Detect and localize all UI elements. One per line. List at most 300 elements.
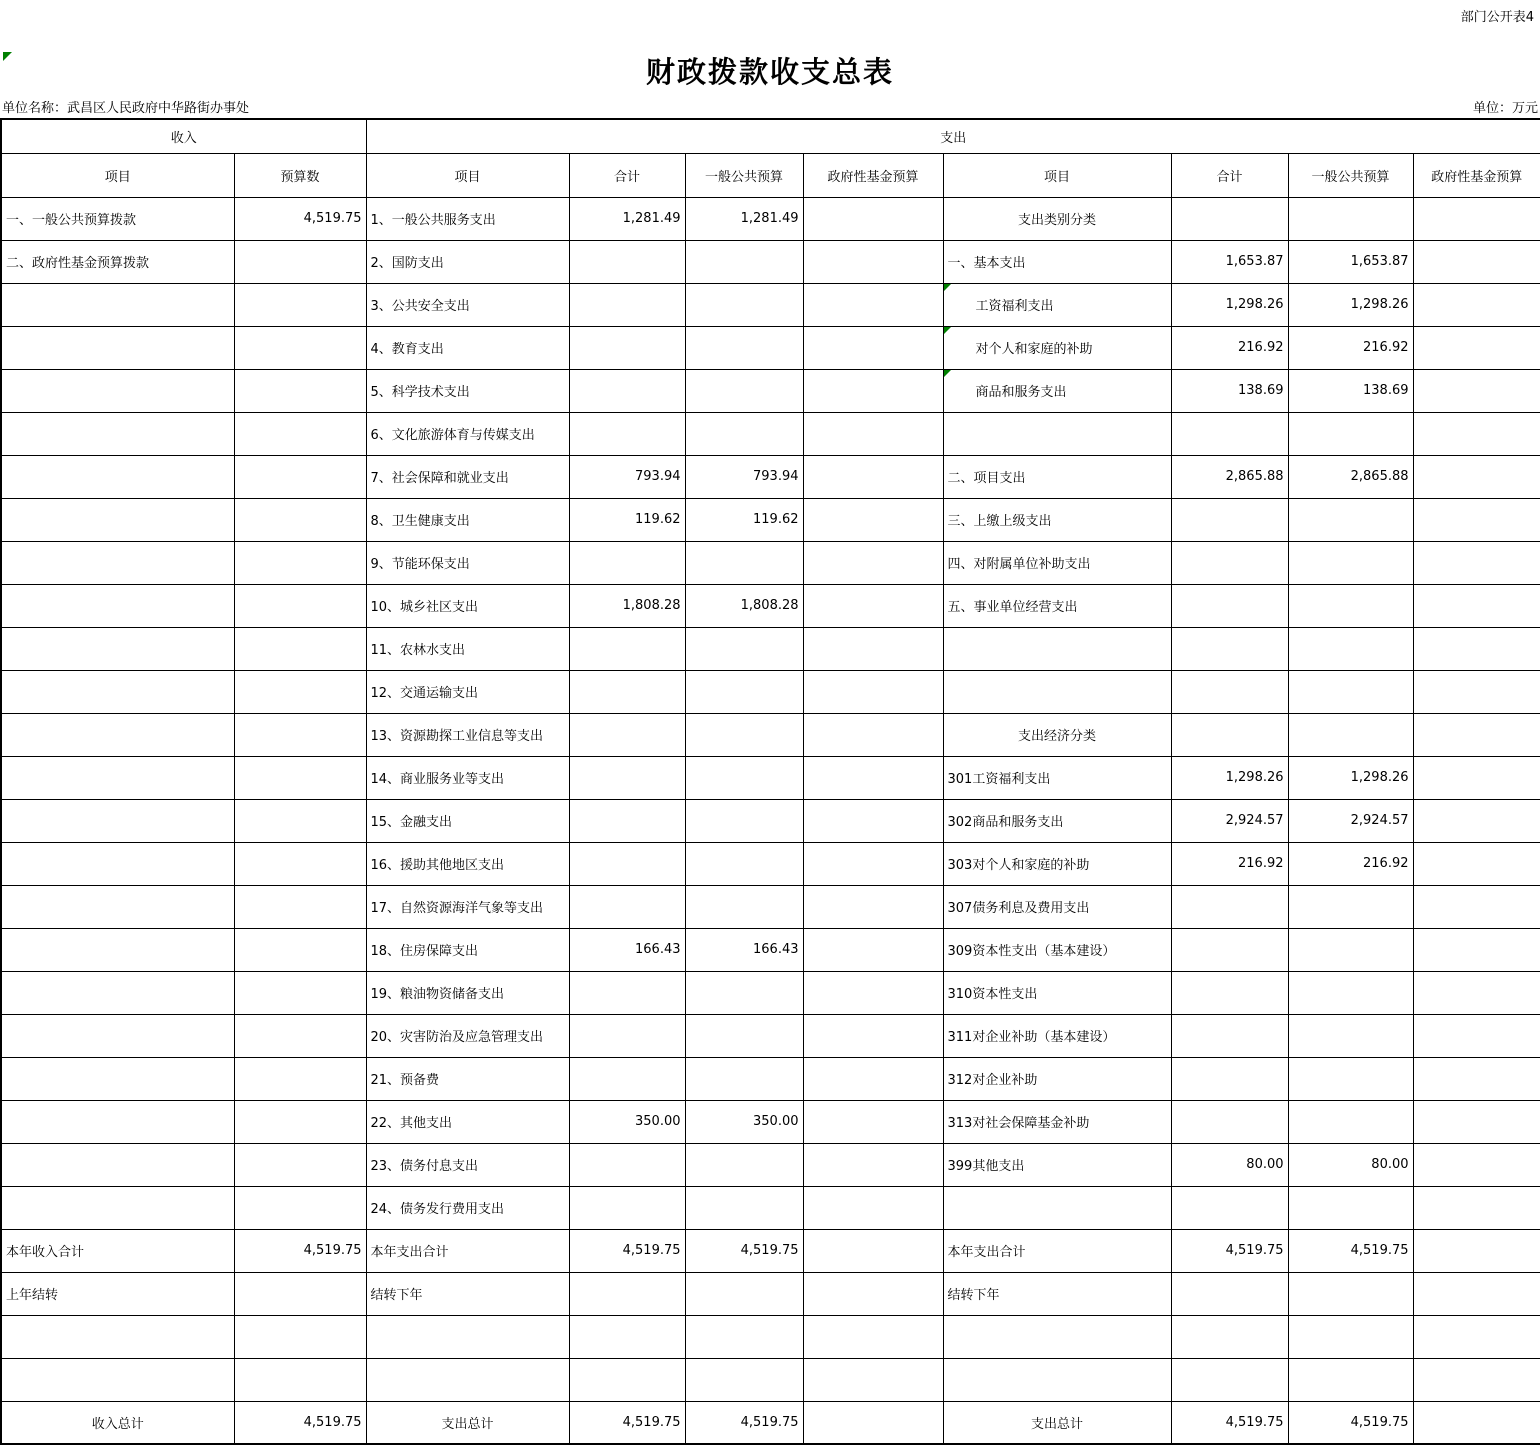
table-cell: 14、商业服务业等支出 [366, 756, 569, 799]
table-cell: 9、节能环保支出 [366, 541, 569, 584]
table-cell: 216.92 [1171, 842, 1288, 885]
table-cell: 313对社会保障基金补助 [943, 1100, 1171, 1143]
table-cell [685, 799, 803, 842]
report-header [0, 0, 1540, 118]
table-cell [1171, 971, 1288, 1014]
table-cell [1, 1100, 234, 1143]
table-cell: 11、农林水支出 [366, 627, 569, 670]
table-cell [803, 197, 943, 240]
table-cell: 4,519.75 [569, 1401, 685, 1444]
table-cell [1, 928, 234, 971]
table-cell [569, 1358, 685, 1401]
table-cell [1, 412, 234, 455]
table-cell [803, 1143, 943, 1186]
table-cell [1413, 541, 1540, 584]
table-cell: 2、国防支出 [366, 240, 569, 283]
table-cell [685, 971, 803, 1014]
table-cell: 18、住房保障支出 [366, 928, 569, 971]
table-cell [234, 885, 366, 928]
table-cell [1413, 498, 1540, 541]
table-cell: 1,298.26 [1288, 756, 1413, 799]
table-cell: 商品和服务支出 [943, 369, 1171, 412]
table-cell [803, 1315, 943, 1358]
table-cell [1413, 713, 1540, 756]
table-cell [1413, 1057, 1540, 1100]
section-header-income: 收入 [1, 119, 366, 153]
table-cell [685, 885, 803, 928]
table-cell: 4,519.75 [1288, 1229, 1413, 1272]
table-cell: 2,865.88 [1288, 455, 1413, 498]
table-cell [234, 1358, 366, 1401]
table-cell [234, 240, 366, 283]
table-cell [1171, 885, 1288, 928]
table-cell: 19、粮油物资储备支出 [366, 971, 569, 1014]
table-cell [1288, 498, 1413, 541]
table-cell [803, 498, 943, 541]
table-cell [1288, 713, 1413, 756]
table-cell [1288, 1358, 1413, 1401]
table-cell [234, 455, 366, 498]
table-cell: 支出类别分类 [943, 197, 1171, 240]
column-header: 项目 [943, 153, 1171, 197]
table-cell [569, 1014, 685, 1057]
table-cell: 309资本性支出（基本建设） [943, 928, 1171, 971]
table-cell [1171, 713, 1288, 756]
table-cell [1, 283, 234, 326]
table-cell [1, 885, 234, 928]
table-row [1, 455, 1540, 498]
fiscal-summary-table [0, 118, 1540, 1445]
table-cell: 20、灾害防治及应急管理支出 [366, 1014, 569, 1057]
table-cell [1288, 1186, 1413, 1229]
table-cell [1171, 1272, 1288, 1315]
table-cell [803, 928, 943, 971]
table-cell [366, 1315, 569, 1358]
column-header: 政府性基金预算 [803, 153, 943, 197]
table-cell: 138.69 [1171, 369, 1288, 412]
table-cell: 119.62 [685, 498, 803, 541]
table-cell [803, 1186, 943, 1229]
table-cell [1171, 1186, 1288, 1229]
table-cell [1171, 1057, 1288, 1100]
table-cell [803, 326, 943, 369]
table-cell [569, 1057, 685, 1100]
section-header-row [1, 119, 1540, 153]
table-cell [234, 1014, 366, 1057]
table-cell [1413, 885, 1540, 928]
table-cell [1171, 584, 1288, 627]
table-cell: 310资本性支出 [943, 971, 1171, 1014]
section-header-expenditure: 支出 [366, 119, 1540, 153]
table-cell [803, 799, 943, 842]
table-cell [1, 627, 234, 670]
table-cell [685, 627, 803, 670]
table-cell [1, 1143, 234, 1186]
table-row [1, 283, 1540, 326]
table-row [1, 1143, 1540, 1186]
table-cell: 350.00 [685, 1100, 803, 1143]
table-cell: 本年收入合计 [1, 1229, 234, 1272]
table-cell [569, 369, 685, 412]
table-row [1, 885, 1540, 928]
table-cell [1, 971, 234, 1014]
table-cell [685, 283, 803, 326]
table-cell: 4,519.75 [1171, 1401, 1288, 1444]
table-cell: 支出经济分类 [943, 713, 1171, 756]
table-cell: 216.92 [1171, 326, 1288, 369]
table-cell [1288, 584, 1413, 627]
table-cell [1288, 670, 1413, 713]
table-row [1, 1229, 1540, 1272]
table-row [1, 1186, 1540, 1229]
table-cell [234, 756, 366, 799]
table-cell: 793.94 [569, 455, 685, 498]
table-cell [803, 713, 943, 756]
table-cell [685, 326, 803, 369]
table-cell [943, 1358, 1171, 1401]
table-cell: 结转下年 [366, 1272, 569, 1315]
table-row [1, 197, 1540, 240]
table-cell [1413, 1186, 1540, 1229]
table-cell [803, 842, 943, 885]
table-cell [1171, 197, 1288, 240]
table-cell: 支出总计 [943, 1401, 1171, 1444]
table-cell: 15、金融支出 [366, 799, 569, 842]
table-row [1, 326, 1540, 369]
table-cell [569, 756, 685, 799]
table-cell [1288, 197, 1413, 240]
table-row [1, 971, 1540, 1014]
table-cell [234, 799, 366, 842]
table-cell: 五、事业单位经营支出 [943, 584, 1171, 627]
table-cell [685, 713, 803, 756]
table-cell [1288, 1014, 1413, 1057]
table-cell: 80.00 [1288, 1143, 1413, 1186]
table-cell [234, 928, 366, 971]
table-cell [685, 1014, 803, 1057]
table-row [1, 541, 1540, 584]
table-cell [803, 1057, 943, 1100]
column-header: 一般公共预算 [685, 153, 803, 197]
table-cell [1171, 412, 1288, 455]
table-cell [1288, 627, 1413, 670]
table-cell [234, 412, 366, 455]
table-cell: 1,653.87 [1171, 240, 1288, 283]
table-cell [366, 1358, 569, 1401]
table-cell [1413, 1229, 1540, 1272]
table-row [1, 584, 1540, 627]
table-cell [569, 1143, 685, 1186]
table-cell: 4,519.75 [234, 197, 366, 240]
column-header: 项目 [1, 153, 234, 197]
table-cell: 本年支出合计 [366, 1229, 569, 1272]
table-cell [569, 412, 685, 455]
table-cell [803, 1272, 943, 1315]
table-cell [1413, 1100, 1540, 1143]
table-cell [1413, 240, 1540, 283]
table-cell: 350.00 [569, 1100, 685, 1143]
table-cell: 5、科学技术支出 [366, 369, 569, 412]
table-cell [803, 369, 943, 412]
table-cell [234, 1315, 366, 1358]
table-cell [234, 283, 366, 326]
column-header: 预算数 [234, 153, 366, 197]
table-cell [803, 283, 943, 326]
table-cell [1171, 1100, 1288, 1143]
table-cell: 本年支出合计 [943, 1229, 1171, 1272]
table-cell: 一、基本支出 [943, 240, 1171, 283]
table-cell [1171, 1315, 1288, 1358]
table-cell: 10、城乡社区支出 [366, 584, 569, 627]
table-cell [685, 670, 803, 713]
table-cell [1413, 1401, 1540, 1444]
table-cell [1288, 541, 1413, 584]
table-cell: 1,653.87 [1288, 240, 1413, 283]
table-cell [234, 713, 366, 756]
table-cell [569, 627, 685, 670]
table-cell [1, 326, 234, 369]
table-cell: 80.00 [1171, 1143, 1288, 1186]
table-cell: 6、文化旅游体育与传媒支出 [366, 412, 569, 455]
table-cell: 216.92 [1288, 842, 1413, 885]
table-cell [1171, 928, 1288, 971]
table-cell [1288, 971, 1413, 1014]
table-cell: 138.69 [1288, 369, 1413, 412]
table-cell [803, 1358, 943, 1401]
table-cell [1413, 928, 1540, 971]
table-cell [803, 240, 943, 283]
table-row [1, 412, 1540, 455]
table-cell: 7、社会保障和就业支出 [366, 455, 569, 498]
table-cell [234, 541, 366, 584]
table-cell [943, 412, 1171, 455]
table-cell: 22、其他支出 [366, 1100, 569, 1143]
table-cell: 301工资福利支出 [943, 756, 1171, 799]
table-cell: 312对企业补助 [943, 1057, 1171, 1100]
table-cell [1413, 326, 1540, 369]
table-cell [685, 842, 803, 885]
table-cell [1, 498, 234, 541]
table-cell [1413, 584, 1540, 627]
table-cell [685, 1143, 803, 1186]
table-row [1, 1272, 1540, 1315]
table-cell [1171, 541, 1288, 584]
table-cell [803, 584, 943, 627]
table-cell [803, 756, 943, 799]
table-cell: 2,865.88 [1171, 455, 1288, 498]
table-cell [569, 799, 685, 842]
table-cell [1, 1057, 234, 1100]
table-row [1, 799, 1540, 842]
table-cell [1171, 1358, 1288, 1401]
table-cell [1413, 1014, 1540, 1057]
table-cell [1288, 1057, 1413, 1100]
table-cell: 二、政府性基金预算拨款 [1, 240, 234, 283]
table-cell [803, 1014, 943, 1057]
table-cell [569, 670, 685, 713]
table-row [1, 369, 1540, 412]
table-row [1, 1358, 1540, 1401]
table-cell [1413, 283, 1540, 326]
table-cell [569, 541, 685, 584]
table-cell [234, 1272, 366, 1315]
unit-name-label: 单位名称：武昌区人民政府中华路街办事处 [2, 101, 250, 116]
table-cell [569, 240, 685, 283]
table-cell: 166.43 [685, 928, 803, 971]
table-cell [1413, 369, 1540, 412]
table-cell: 21、预备费 [366, 1057, 569, 1100]
unit-label: 单位：万元 [1472, 101, 1538, 116]
table-cell: 23、债务付息支出 [366, 1143, 569, 1186]
table-body [1, 197, 1540, 1444]
table-cell [1413, 1272, 1540, 1315]
table-cell: 1、一般公共服务支出 [366, 197, 569, 240]
table-cell [1171, 498, 1288, 541]
table-cell [685, 1057, 803, 1100]
table-cell: 302商品和服务支出 [943, 799, 1171, 842]
table-cell [1, 1186, 234, 1229]
table-cell [1, 713, 234, 756]
table-cell [1, 369, 234, 412]
column-header: 合计 [1171, 153, 1288, 197]
table-cell [569, 283, 685, 326]
table-row [1, 842, 1540, 885]
table-cell [234, 842, 366, 885]
table-cell: 4、教育支出 [366, 326, 569, 369]
table-cell [1413, 756, 1540, 799]
table-cell [1288, 1315, 1413, 1358]
table-cell [1288, 885, 1413, 928]
table-cell: 4,519.75 [1288, 1401, 1413, 1444]
table-cell: 一、一般公共预算拨款 [1, 197, 234, 240]
table-cell [1413, 197, 1540, 240]
table-cell [1, 541, 234, 584]
table-cell: 1,281.49 [685, 197, 803, 240]
table-row [1, 1057, 1540, 1100]
table-cell: 17、自然资源海洋气象等支出 [366, 885, 569, 928]
table-cell [569, 842, 685, 885]
table-cell [1, 1315, 234, 1358]
table-cell [1413, 412, 1540, 455]
table-cell [1288, 412, 1413, 455]
table-cell: 216.92 [1288, 326, 1413, 369]
table-cell [1413, 842, 1540, 885]
table-cell [234, 1057, 366, 1100]
table-cell [803, 1401, 943, 1444]
table-cell [234, 584, 366, 627]
table-cell [569, 713, 685, 756]
table-cell: 8、卫生健康支出 [366, 498, 569, 541]
table-cell: 工资福利支出 [943, 283, 1171, 326]
table-cell: 4,519.75 [234, 1229, 366, 1272]
table-cell: 4,519.75 [234, 1401, 366, 1444]
meta-row [2, 97, 1538, 116]
table-cell [803, 627, 943, 670]
table-cell [1413, 1315, 1540, 1358]
table-cell [685, 1315, 803, 1358]
table-cell: 12、交通运输支出 [366, 670, 569, 713]
table-cell [685, 240, 803, 283]
table-cell: 4,519.75 [1171, 1229, 1288, 1272]
table-cell [569, 971, 685, 1014]
table-cell [685, 1272, 803, 1315]
table-cell: 13、资源勘探工业信息等支出 [366, 713, 569, 756]
table-cell [1413, 1143, 1540, 1186]
table-cell [803, 412, 943, 455]
table-cell [1, 842, 234, 885]
table-cell [234, 326, 366, 369]
table-cell: 支出总计 [366, 1401, 569, 1444]
table-row [1, 1401, 1540, 1444]
table-cell [1, 584, 234, 627]
table-row [1, 928, 1540, 971]
column-header: 项目 [366, 153, 569, 197]
table-cell [569, 326, 685, 369]
page-title: 财政拨款收支总表 [645, 55, 894, 89]
table-cell [234, 627, 366, 670]
table-cell: 收入总计 [1, 1401, 234, 1444]
table-cell [1288, 1272, 1413, 1315]
table-cell [569, 1272, 685, 1315]
table-cell: 311对企业补助（基本建设） [943, 1014, 1171, 1057]
table-cell: 119.62 [569, 498, 685, 541]
table-cell [685, 1186, 803, 1229]
table-cell [685, 541, 803, 584]
table-cell: 4,519.75 [569, 1229, 685, 1272]
table-cell [1171, 1014, 1288, 1057]
table-cell [943, 627, 1171, 670]
table-cell: 1,281.49 [569, 197, 685, 240]
table-cell [234, 369, 366, 412]
table-cell [234, 498, 366, 541]
table-cell: 2,924.57 [1171, 799, 1288, 842]
table-cell [1, 455, 234, 498]
table-cell [803, 885, 943, 928]
table-cell [1413, 971, 1540, 1014]
table-cell [1288, 1100, 1413, 1143]
table-cell [1171, 627, 1288, 670]
table-cell [1288, 928, 1413, 971]
table-cell: 307债务利息及费用支出 [943, 885, 1171, 928]
table-cell [569, 1315, 685, 1358]
table-cell: 二、项目支出 [943, 455, 1171, 498]
table-cell: 1,808.28 [685, 584, 803, 627]
table-cell: 399其他支出 [943, 1143, 1171, 1186]
column-header: 政府性基金预算 [1413, 153, 1540, 197]
table-row [1, 1100, 1540, 1143]
table-cell [803, 670, 943, 713]
table-cell [569, 1186, 685, 1229]
table-cell [1171, 670, 1288, 713]
table-cell: 303对个人和家庭的补助 [943, 842, 1171, 885]
table-cell [803, 541, 943, 584]
table-cell: 24、债务发行费用支出 [366, 1186, 569, 1229]
table-cell [803, 971, 943, 1014]
table-cell: 4,519.75 [685, 1229, 803, 1272]
table-cell: 793.94 [685, 455, 803, 498]
table-row [1, 240, 1540, 283]
table-cell [685, 369, 803, 412]
table-row [1, 1315, 1540, 1358]
table-cell: 1,298.26 [1288, 283, 1413, 326]
table-cell [1413, 670, 1540, 713]
table-cell [803, 455, 943, 498]
table-row [1, 713, 1540, 756]
table-cell [1, 799, 234, 842]
table-cell [1413, 627, 1540, 670]
table-cell [1, 1014, 234, 1057]
table-cell [803, 1100, 943, 1143]
